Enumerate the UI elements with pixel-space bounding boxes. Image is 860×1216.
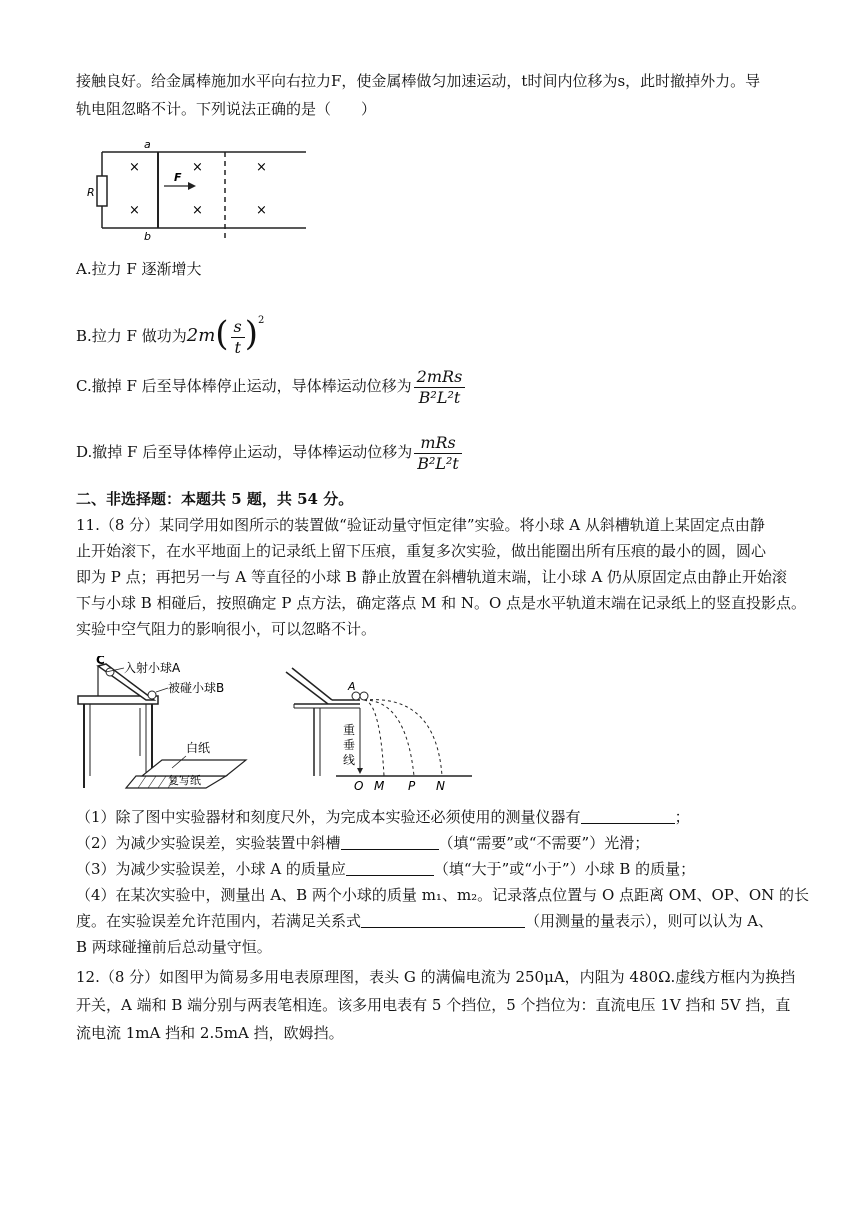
option-c-text: C.撤掉 F 后至导体棒停止运动，导体棒运动位移为 [76,377,412,395]
answer-blank-2[interactable] [341,833,439,850]
q12-line-1: 12.（8 分）如图甲为简易多用电表原理图，表头 G 的满偏电流为 250μA，内阻为 480Ω.虚线方框内为换挡 [76,968,796,986]
label-plumb-line-3: 线 [343,753,356,767]
label-p: P [408,779,416,792]
q12-line-3: 流电流 1mA 挡和 2.5mA 挡，欧姆挡。 [76,1024,344,1042]
resistor-icon [97,176,107,206]
option-b-text: B.拉力 F 做功为 [76,327,187,345]
option-b: B.拉力 F 做功为2m( $\frac{s}{t}$ )$^2$ [76,314,265,357]
q11-sub-1-end: ； [674,808,690,826]
field-cross: × [129,160,140,175]
q11-sub-4-line-2 [76,910,786,932]
option-b-numerator: s [231,317,245,338]
label-f: F [174,171,182,184]
ball-a-icon [352,692,360,700]
q12-line-2: 开关，A 端和 B 端分别与两表笔相连。该多用电表有 5 个挡位，5 个挡位为：直流电压 1V 挡和 5V 挡，直 [76,996,791,1014]
field-cross: × [192,203,203,218]
label-o: O [354,779,364,792]
label-m: M [374,779,385,792]
label-n: N [436,779,445,792]
answer-blank-4[interactable] [361,911,525,928]
trajectory-diagram [276,664,476,792]
q11-line-3: 即为 P 点；再把另一与 A 等直径的小球 B 静止放置在斜槽轨道末端，让小球 A 仍从原固定点由静止开始滚 [76,568,787,586]
label-a: a [144,138,151,151]
option-b-coef: 2m [186,325,216,346]
field-cross: × [256,203,267,218]
q11-sub-2-text: （2）为减少实验误差，实验装置中斜槽 [76,834,341,852]
q11-sub-1 [76,806,786,828]
ball-b-icon [360,692,368,700]
q11-sub-4-end: （用测量的量表示），则可以认为 A、 [525,912,774,930]
q11-sub-3-end: （填“大于”或“小于”）小球 B 的质量； [433,860,696,878]
option-c [76,362,465,410]
label-r: R [87,186,95,199]
option-a: A.拉力 F 逐渐增大 [76,260,202,278]
option-d-numerator: mRs [414,433,462,454]
field-cross: × [256,160,267,175]
q11-sub-4-line-3: B 两球碰撞前后总动量守恒。 [76,938,272,956]
q11-line-4: 下与小球 B 相碰后，按照确定 P 点方法，确定落点 M 和 N。O 点是水平轨道末端在记录纸上的竖直投影点。 [76,594,807,612]
q11-sub-4-text: 度。在实验误差允许范围内，若满足关系式 [76,912,362,930]
option-b-denominator: t [234,337,241,357]
intro-line-2: 轨电阻忽略不计。下列说法正确的是（ ） [76,100,377,118]
intro-line-1: 接触良好。给金属棒施加水平向右拉力F，使金属棒做匀加速运动，t时间内位移为s，此时撤掉外力。导 [76,72,761,90]
q11-line-1: 11.（8 分）某同学用如图所示的装置做“验证动量守恒定律”实验。将小球 A 从斜槽轨道上某固定点由静 [76,516,765,534]
option-b-exponent: 2 [258,315,265,326]
q11-sub-3 [76,858,786,880]
label-plumb-line-1: 重 [343,723,356,737]
label-ball-b: 被碰小球B [168,681,225,695]
option-c-numerator: 2mRs [414,367,466,388]
q11-line-2: 止开始滚下，在水平地面上的记录纸上留下压痕，重复多次实验，做出能圈出所有压痕的最小的圆，圆心 [76,542,767,560]
label-carbon-paper: 复写纸 [168,774,201,787]
field-cross: × [129,203,140,218]
answer-blank-3[interactable] [346,859,434,876]
q11-sub-2 [76,832,786,854]
option-c-denominator: B²L²t [418,387,461,407]
option-d-text: D.撤掉 F 后至导体棒停止运动，导体棒运动位移为 [76,443,413,461]
ball-b-icon [148,691,156,699]
q11-sub-4-line-1: （4）在某次实验中，测量出 A、B 两个小球的质量 m₁、m₂。记录落点位置与 O 点距离 OM、OP、ON 的长 [76,886,810,904]
q11-sub-1-text: （1）除了图中实验器材和刻度尺外，为完成本实验还必须使用的测量仪器有 [76,808,581,826]
q11-sub-3-text: （3）为减少实验误差，小球 A 的质量应 [76,860,346,878]
label-a: A [348,680,356,693]
label-plumb-line-2: 垂 [343,738,356,752]
q11-line-5: 实验中空气阻力的影响很小，可以忽略不计。 [76,620,377,638]
label-ball-a: 入射小球A [124,661,181,675]
answer-blank-1[interactable] [581,807,675,824]
label-c: C [96,656,105,667]
section-title: 二、非选择题：本题共 5 题，共 54 分。 [76,490,354,508]
apparatus-diagram [76,656,266,792]
circuit-diagram [84,138,314,242]
label-b: b [144,230,151,242]
option-d [76,428,462,476]
q11-sub-2-end: （填“需要”或“不需要”）光滑； [438,834,650,852]
label-white-paper: 白纸 [186,741,211,755]
field-cross: × [192,160,203,175]
option-d-denominator: B²L²t [417,453,459,473]
